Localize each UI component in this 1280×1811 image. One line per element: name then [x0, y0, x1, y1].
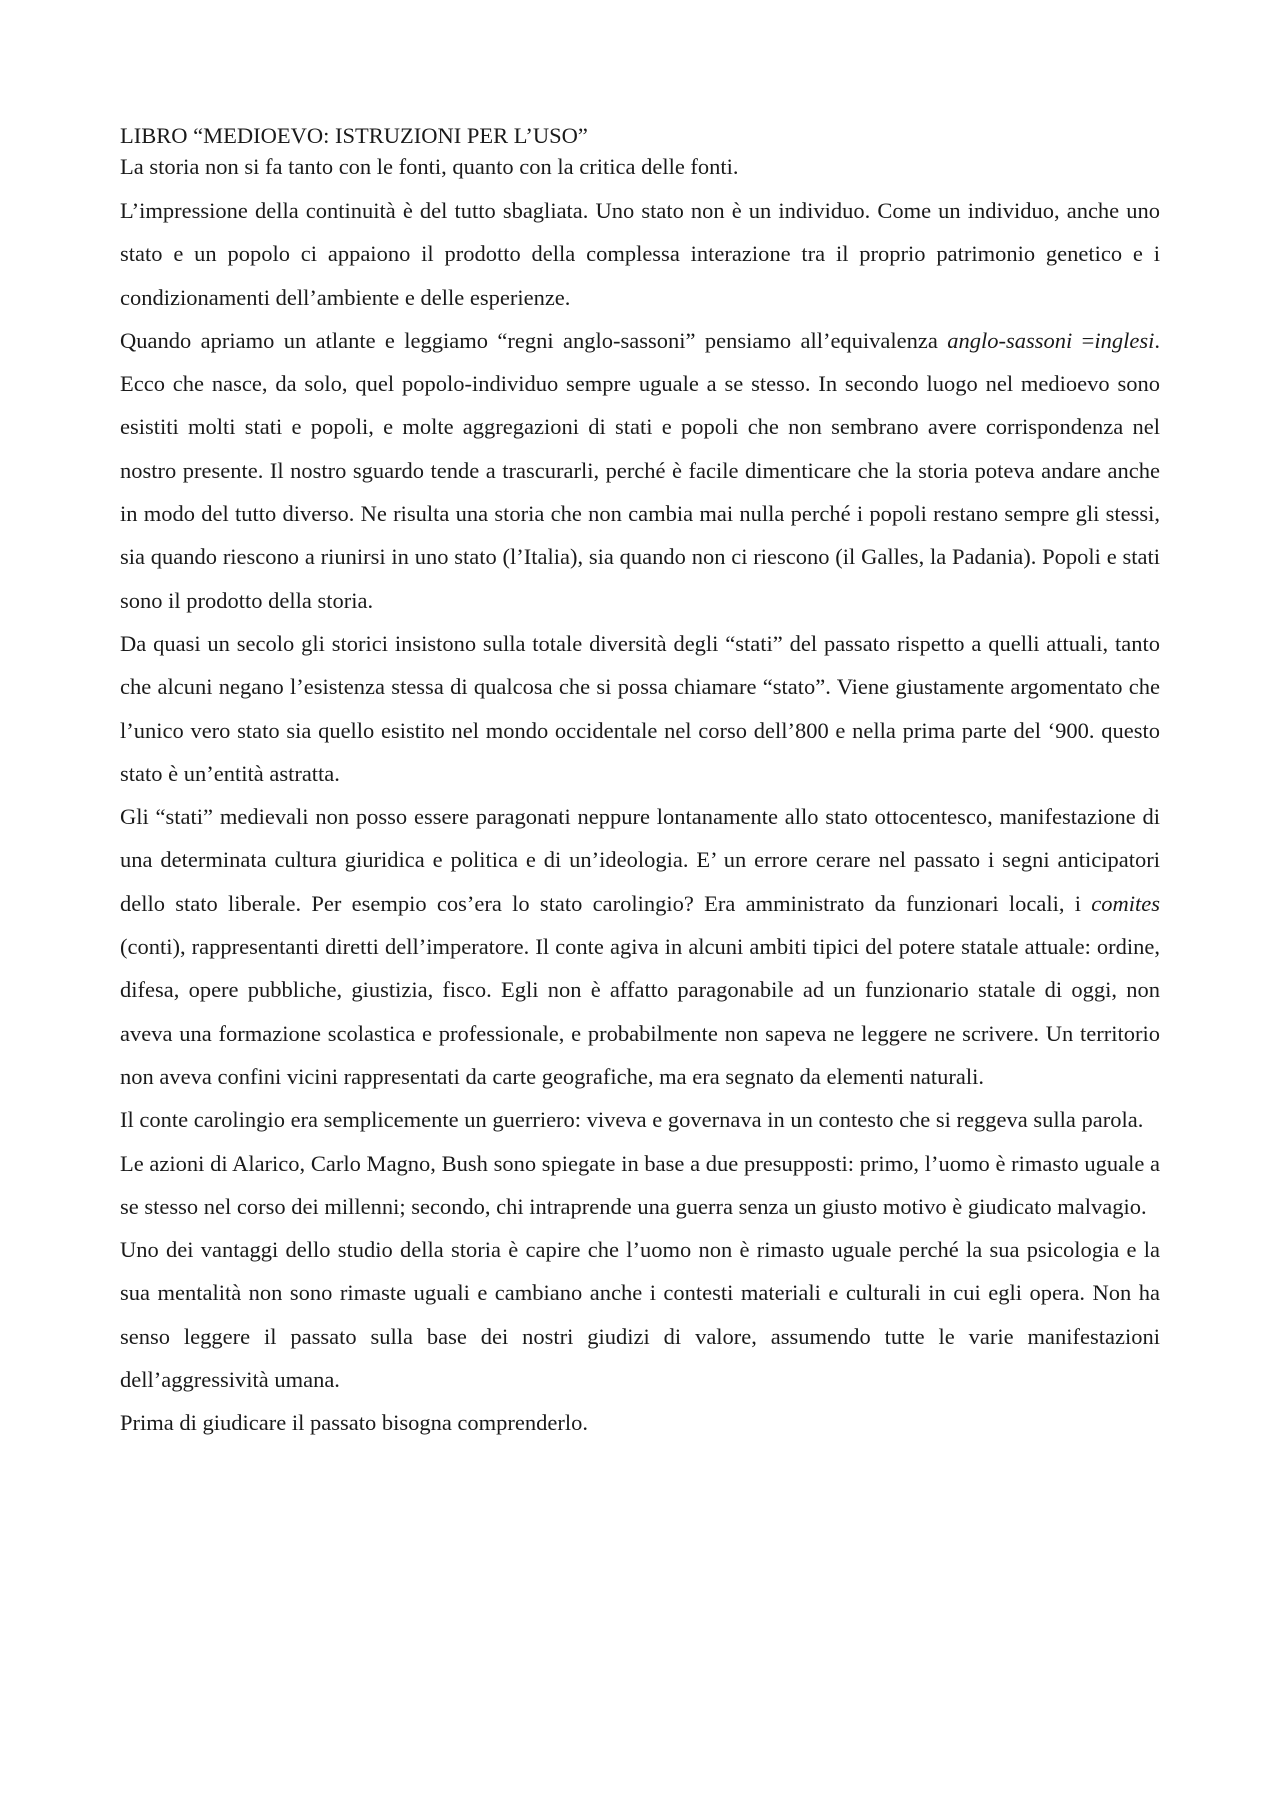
paragraph-3	[120, 319, 1160, 622]
paragraph-3-text-a: Quando apriamo un atlante e leggiamo “regni anglo-sassoni” pensiamo all’equivalenza	[120, 327, 948, 353]
paragraph-5	[120, 795, 1160, 1098]
paragraph-7: Le azioni di Alarico, Carlo Magno, Bush sono spiegate in base a due presupposti: primo, l’uomo è rimasto uguale a se stesso nel corso dei millenni; secondo, chi intraprende una guerra senza un giusto motivo è giudicato malvagio.	[120, 1150, 1160, 1219]
paragraph-8: Uno dei vantaggi dello studio della storia è capire che l’uomo non è rimasto uguale perché la sua psicologia e la sua mentalità non sono rimaste uguali e cambiano anche i contesti materiali e culturali in cui egli opera. Non ha senso leggere il passato sulla base dei nostri giudizi di valore, assumendo tutte le varie manifestazioni dell’aggressività umana.	[120, 1237, 1160, 1393]
paragraph-1: La storia non si fa tanto con le fonti, quanto con la critica delle fonti.	[120, 154, 739, 179]
paragraph-9: Prima di giudicare il passato bisogna comprenderlo.	[120, 1410, 589, 1436]
paragraph-5-text-a: Gli “stati” medievali non posso essere paragonati neppure lontanamente allo stato ottocentesco, manifestazione di una determinata cultura giuridica e politica e di un’ideologia. E’ un errore cerare nel passato i segni anticipatori dello stato liberale. Per esempio cos’era lo stato carolingio? Era amministrato da funzionari locali, i	[120, 804, 1160, 916]
paragraph-3-text-c: . Ecco che nasce, da solo, quel popolo-individuo sempre uguale a se stesso. In secondo luogo nel medioevo sono esistiti molti stati e popoli, e molte aggregazioni di stati e popoli che non sembrano avere corrispondenza nel nostro presente. Il nostro sguardo tende a trascurarli, perché è facile dimenticare che la storia poteva andare anche in modo del tutto diverso. Ne risulta una storia che non cambia mai nulla perché i popoli restano sempre gli stessi, sia quando riescono a riunirsi in uno stato (l’Italia), sia quando non ci riescono (il Galles, la Padania). Popoli e stati sono il prodotto della storia.	[120, 327, 1160, 613]
paragraph-6: Il conte carolingio era semplicemente un guerriero: viveva e governava in un contesto che si reggeva sulla parola.	[120, 1107, 1144, 1133]
paragraph-3-text-b: =	[1072, 327, 1095, 353]
paragraph-3-italic-anglo-sassoni: anglo-sassoni	[947, 327, 1073, 353]
paragraph-3-italic-inglesi: inglesi	[1094, 327, 1155, 353]
paragraph-4: Da quasi un secolo gli storici insistono sulla totale diversità degli “stati” del passato rispetto a quelli attuali, tanto che alcuni negano l’esistenza stessa di qualcosa che si possa chiamare “stato”. Viene giustamente argomentato che l’unico vero stato sia quello esistito nel mondo occidentale nel corso dell’800 e nella prima parte del ‘900. questo stato è un’entità astratta.	[120, 630, 1160, 786]
document-title: LIBRO “MEDIOEVO: ISTRUZIONI PER L’USO”	[120, 123, 588, 148]
document-page	[120, 121, 1160, 1445]
paragraph-2: L’impressione della continuità è del tutto sbagliata. Uno stato non è un individuo. Come un individuo, anche uno stato e un popolo ci appaiono il prodotto della complessa interazione tra il proprio patrimonio genetico e i condizionamenti dell’ambiente e delle esperienze.	[120, 198, 1160, 310]
paragraph-5-italic-comites: comites	[1091, 890, 1160, 916]
paragraph-5-text-b: (conti), rappresentanti diretti dell’imperatore. Il conte agiva in alcuni ambiti tipici del potere statale attuale: ordine, difesa, opere pubbliche, giustizia, fisco. Egli non è affatto paragonabile ad un funzionario statale di oggi, non aveva una formazione scolastica e professionale, e probabilmente non sapeva ne leggere ne scrivere. Un territorio non aveva confini vicini rappresentati da carte geografiche, ma era segnato da elementi naturali.	[120, 934, 1160, 1089]
